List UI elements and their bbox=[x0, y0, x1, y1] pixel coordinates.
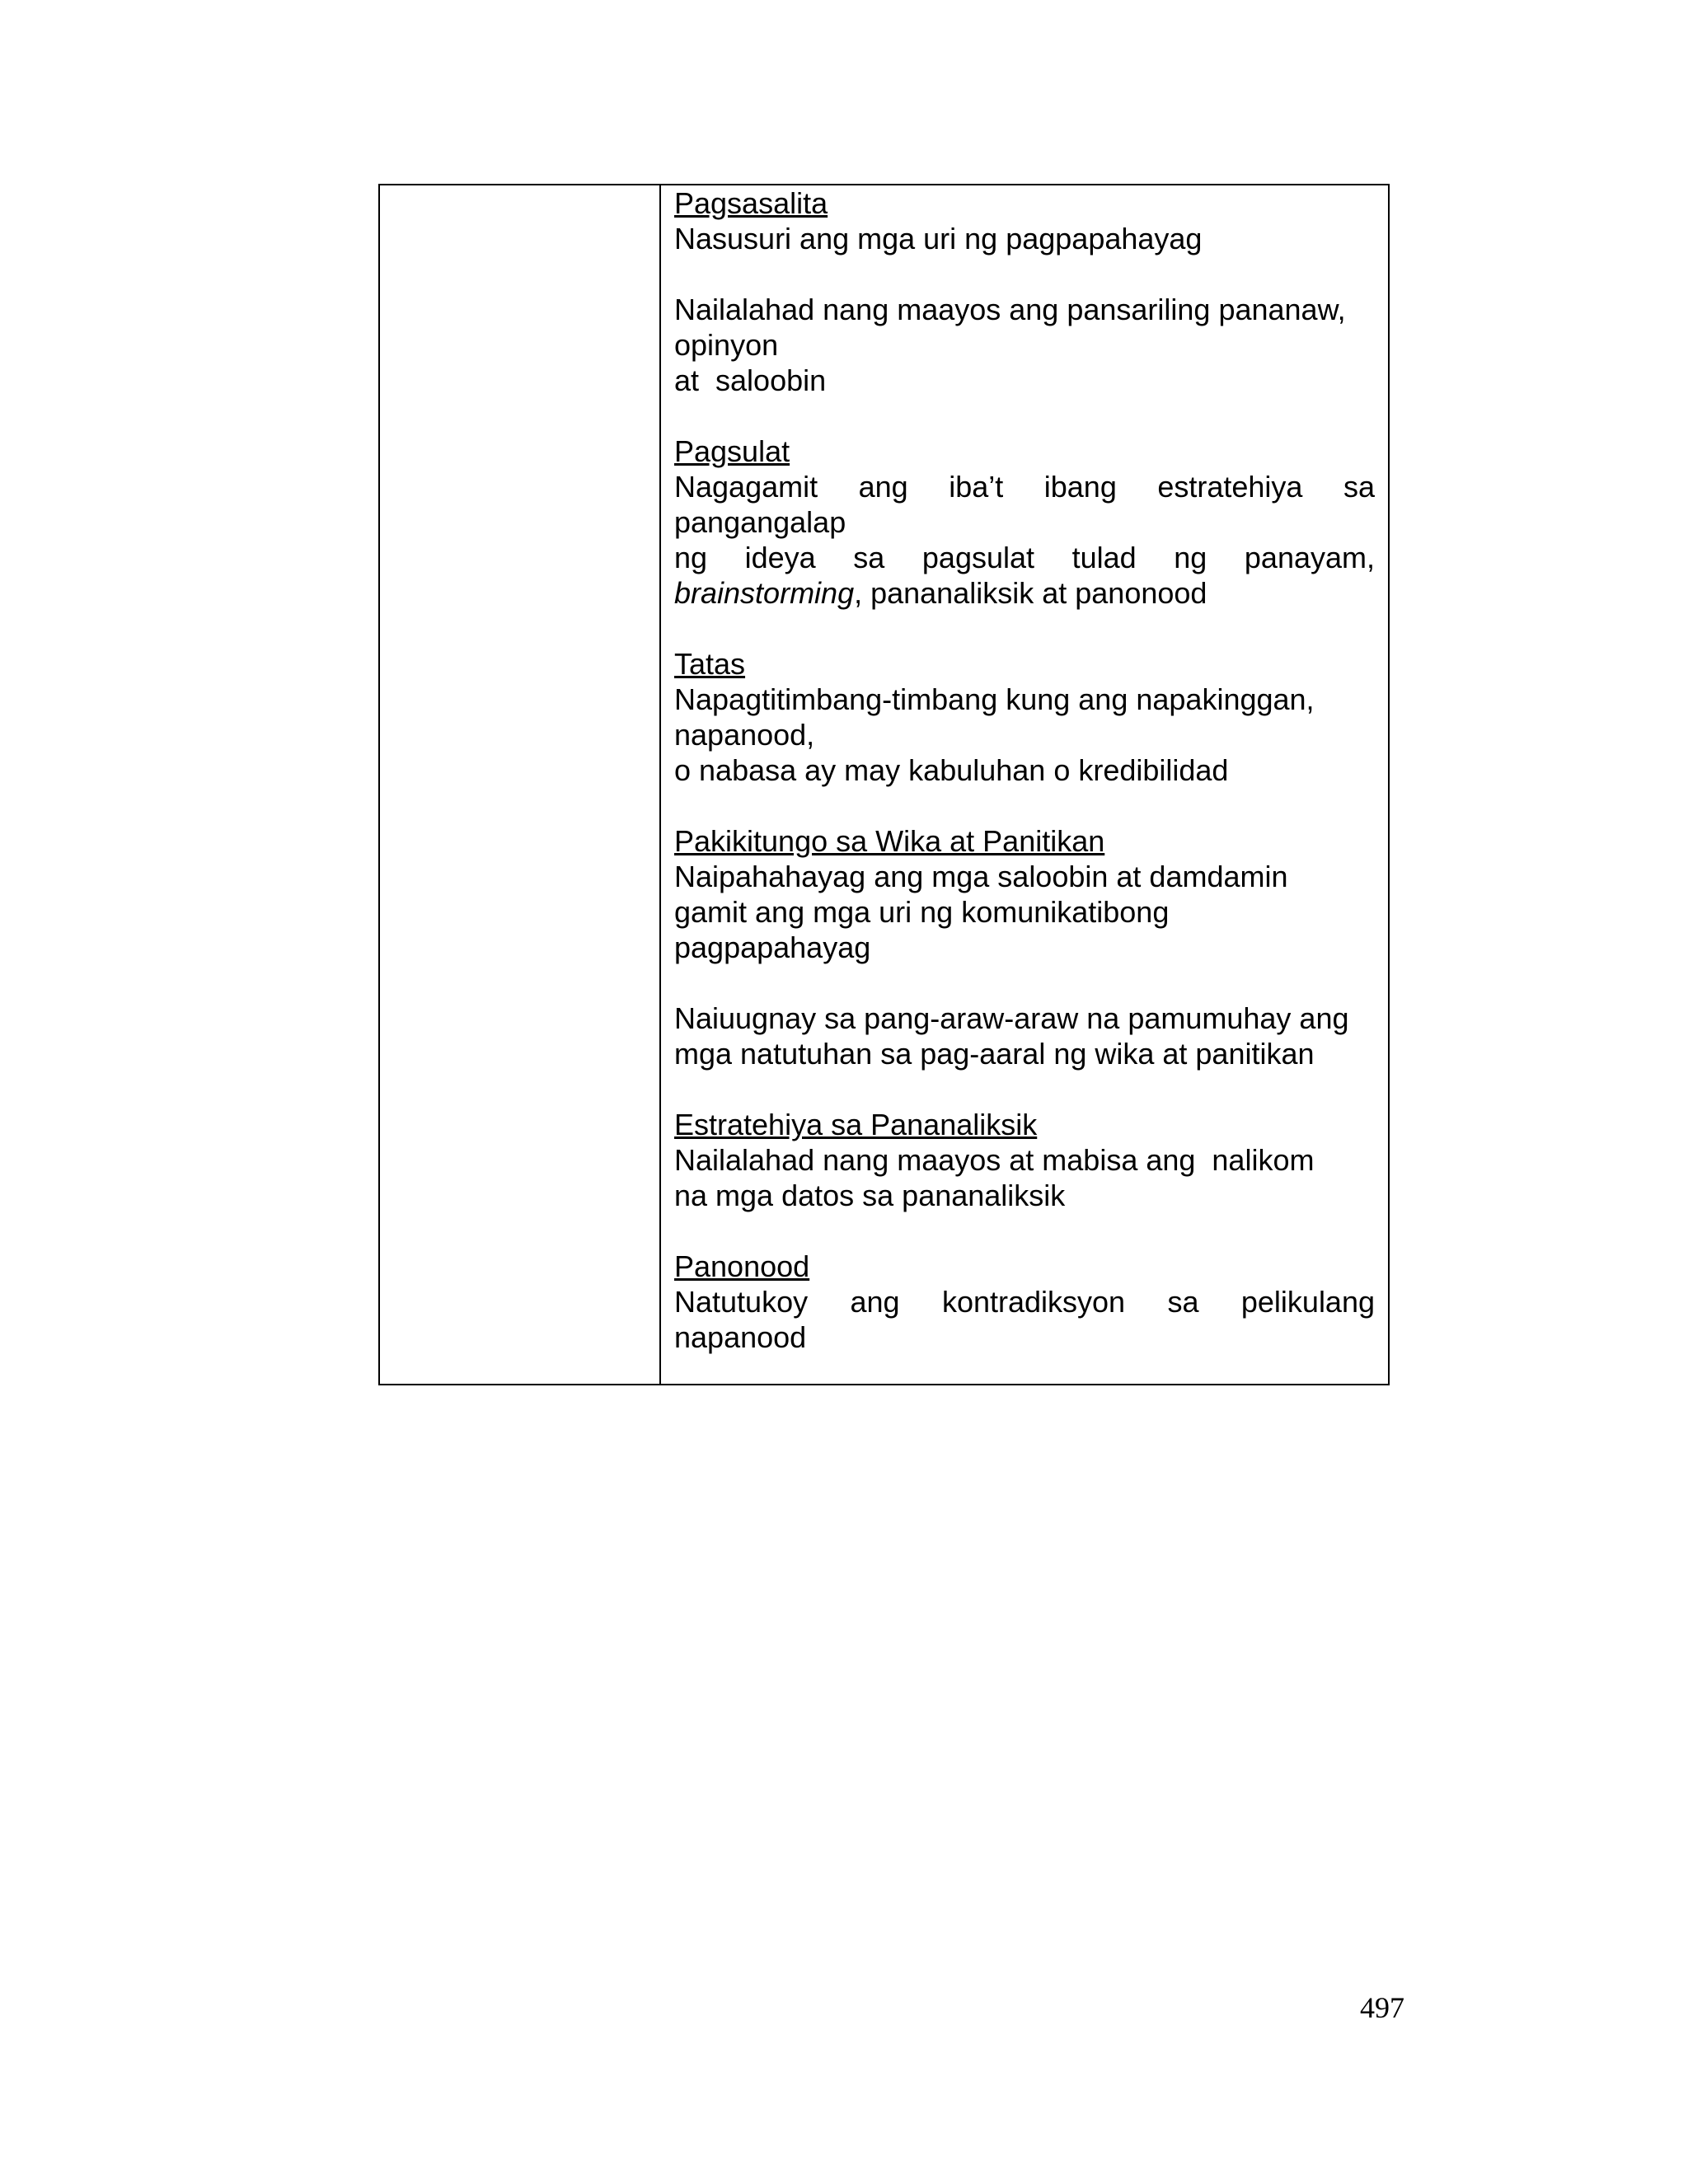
pagsasalita-line-4: at saloobin bbox=[674, 363, 827, 397]
panonood-line-2: napanood bbox=[674, 1320, 807, 1354]
spacer bbox=[674, 398, 1375, 434]
section-heading-pagsulat: Pagsulat bbox=[674, 434, 790, 468]
pagsulat-line-4-rest: , pananaliksik at panonood bbox=[854, 576, 1207, 610]
section-heading-panonood: Panonood bbox=[674, 1249, 810, 1283]
pagsulat-line-3: ng ideya sa pagsulat tulad ng panayam, bbox=[674, 541, 1375, 574]
brainstorming-term: brainstorming bbox=[674, 576, 855, 610]
section-heading-pagsasalita: Pagsasalita bbox=[674, 186, 828, 220]
tatas-line-3: o nabasa ay may kabuluhan o kredibilidad bbox=[674, 753, 1229, 787]
section-heading-tatas: Tatas bbox=[674, 647, 746, 681]
section-heading-pakikitungo: Pakikitungo sa Wika at Panitikan bbox=[674, 824, 1105, 858]
spacer bbox=[674, 1213, 1375, 1249]
table-row bbox=[379, 185, 1389, 1385]
spacer bbox=[674, 965, 1375, 1001]
estratehiya-line-1: Nailalahad nang maayos at mabisa ang nalikom bbox=[674, 1143, 1315, 1177]
section-heading-estratehiya: Estratehiya sa Pananaliksik bbox=[674, 1108, 1038, 1141]
competency-list bbox=[661, 185, 1388, 1355]
tatas-line-1: Napagtitimbang-timbang kung ang napakinggan, bbox=[674, 682, 1315, 716]
panonood-line-1: Natutukoy ang kontradiksyon sa pelikulang bbox=[674, 1285, 1375, 1319]
spacer bbox=[674, 256, 1375, 292]
page-number: 497 bbox=[1360, 1991, 1404, 2024]
pakikitungo-line-3: pagpapahayag bbox=[674, 930, 871, 964]
pagsasalita-line-2: Nailalahad nang maayos ang pansariling pananaw, bbox=[674, 293, 1346, 326]
spacer bbox=[674, 788, 1375, 823]
pagsulat-line-1: Nagagamit ang iba’t ibang estratehiya sa bbox=[674, 470, 1375, 504]
pagsasalita-line-3: opinyon bbox=[674, 328, 779, 362]
competency-table bbox=[378, 184, 1390, 1385]
estratehiya-line-2: na mga datos sa pananaliksik bbox=[674, 1179, 1066, 1212]
spacer bbox=[674, 611, 1375, 646]
pagsulat-line-2: pangangalap bbox=[674, 505, 846, 539]
pagsasalita-line-1: Nasusuri ang mga uri ng pagpapahayag bbox=[674, 222, 1203, 255]
competency-cell bbox=[660, 185, 1389, 1385]
pagsulat-line-4 bbox=[674, 575, 1375, 611]
pakikitungo-line-1: Naipahahayag ang mga saloobin at damdamin bbox=[674, 860, 1288, 893]
empty-left-cell bbox=[379, 185, 660, 1385]
pakikitungo-line-2: gamit ang mga uri ng komunikatibong bbox=[674, 895, 1170, 929]
tatas-line-2: napanood, bbox=[674, 718, 815, 752]
spacer bbox=[674, 1071, 1375, 1107]
pakikitungo-line-4: Naiuugnay sa pang-araw-araw na pamumuhay ang bbox=[674, 1001, 1349, 1035]
pakikitungo-line-5: mga natutuhan sa pag-aaral ng wika at panitikan bbox=[674, 1037, 1315, 1071]
